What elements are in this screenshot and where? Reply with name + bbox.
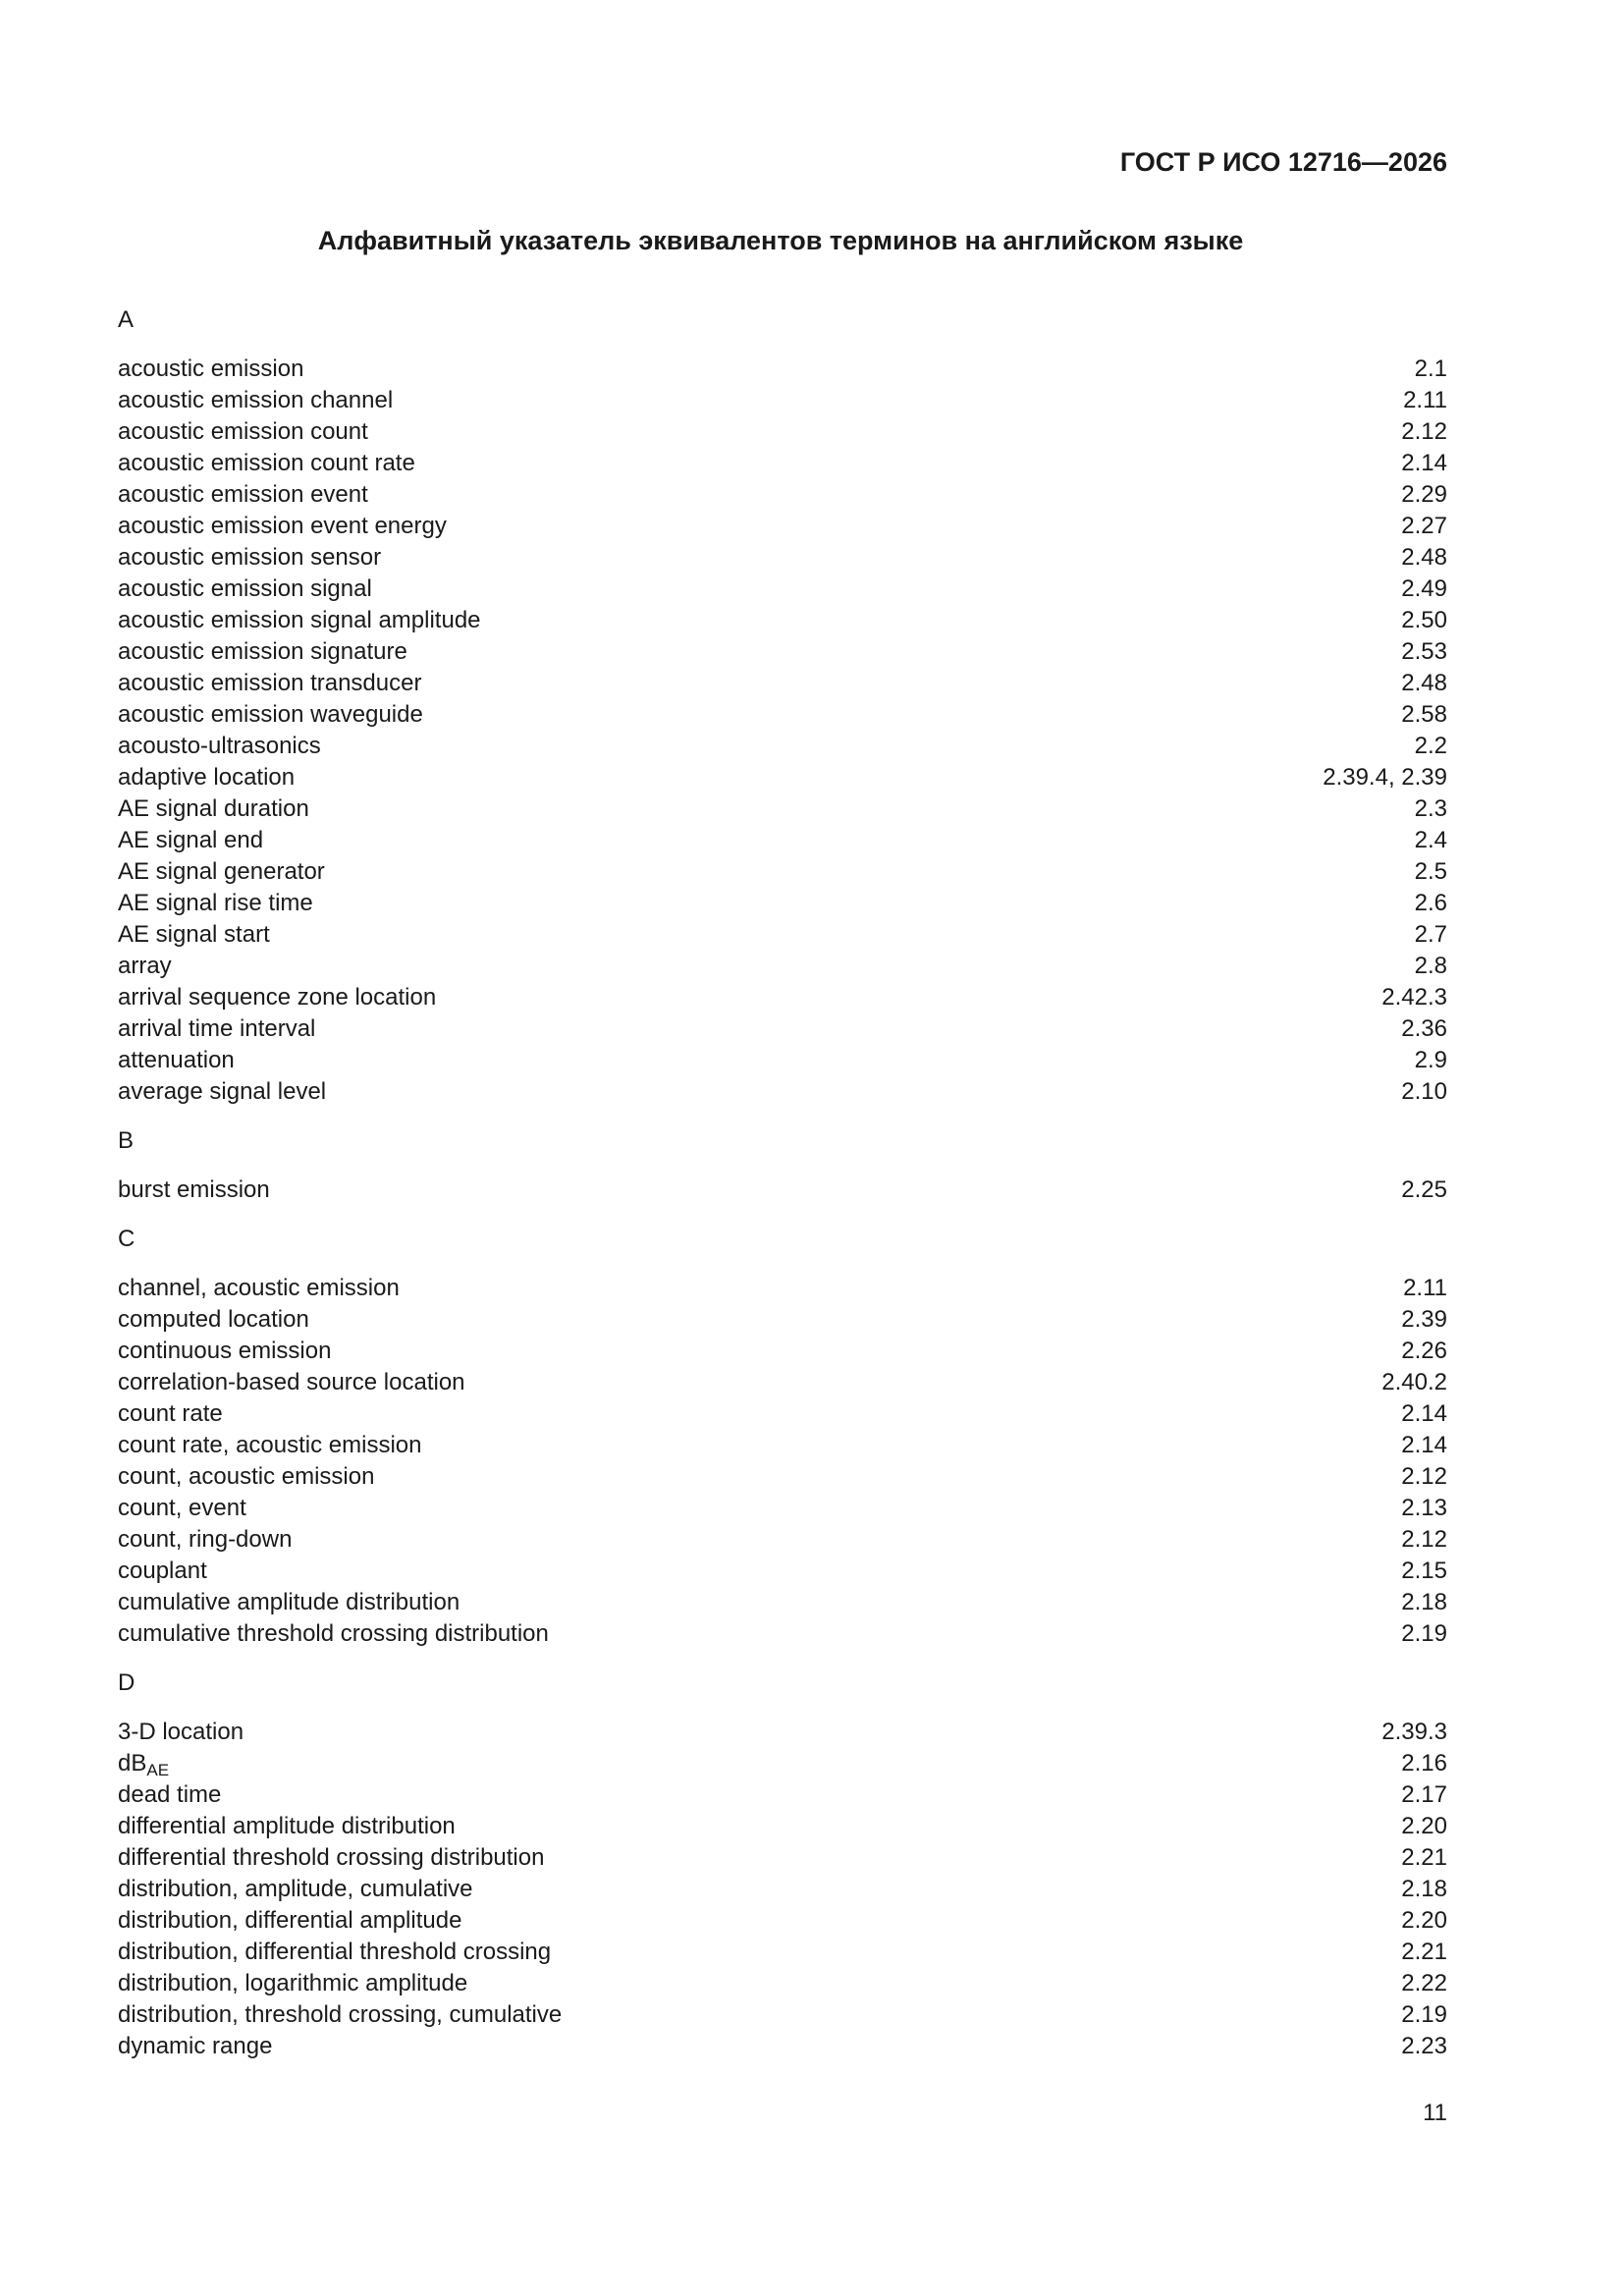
page-number: 11 (1423, 2100, 1447, 2126)
index-title: Алфавитный указатель эквивалентов терминов на английском языке (317, 226, 1244, 255)
entry-term-subscript: AE (146, 1761, 170, 1779)
entry-reference: 2.14 (1401, 1400, 1447, 1427)
entry-term-text: acoustic emission event (118, 481, 368, 508)
entry-term (118, 825, 263, 856)
entry-term (118, 1175, 270, 1206)
index-section (118, 1667, 1447, 2062)
entry-term-text: 3-D location (118, 1719, 244, 1745)
entry-reference: 2.14 (1401, 450, 1447, 476)
entry-reference: 2.4 (1414, 827, 1447, 853)
entry-term-text: distribution, amplitude, cumulative (118, 1876, 473, 1902)
index-entry (118, 416, 1447, 448)
entry-term (118, 1968, 467, 1999)
entry-term (118, 511, 447, 542)
entry-term (118, 793, 309, 825)
entry-term (118, 699, 423, 731)
entry-term-text: distribution, threshold crossing, cumulative (118, 2001, 563, 2028)
entry-reference: 2.11 (1403, 1275, 1447, 1301)
entry-term-text: channel, acoustic emission (118, 1275, 400, 1301)
index-entry (118, 1874, 1447, 1905)
entry-reference: 2.27 (1401, 513, 1447, 539)
entry-term-text: differential threshold crossing distribution (118, 1844, 545, 1871)
entry-term-text: acoustic emission waveguide (118, 701, 423, 728)
entry-term (118, 1493, 246, 1524)
entry-term (118, 385, 393, 416)
index-entry (118, 1779, 1447, 1811)
index-entry (118, 1430, 1447, 1461)
entry-reference: 2.18 (1401, 1589, 1447, 1615)
entry-term (118, 479, 368, 511)
entry-term-text: continuous emission (118, 1338, 332, 1364)
entry-term-text: count rate (118, 1400, 223, 1427)
index-entry (118, 1748, 1447, 1779)
entry-term-text: computed location (118, 1306, 309, 1333)
index-entry (118, 636, 1447, 668)
entry-reference: 2.22 (1401, 1970, 1447, 1996)
entry-term-text: distribution, logarithmic amplitude (118, 1970, 468, 1996)
entry-term (118, 1524, 292, 1556)
index-entry (118, 1811, 1447, 1842)
entry-term (118, 762, 295, 793)
index-entry (118, 1304, 1447, 1336)
index-entry (118, 1999, 1447, 2031)
entry-reference: 2.29 (1401, 481, 1447, 508)
entry-reference: 2.50 (1401, 607, 1447, 633)
entry-term (118, 574, 372, 605)
index-section (118, 1125, 1447, 1206)
entry-reference: 2.13 (1401, 1495, 1447, 1521)
entry-term-text: acousto-ultrasonics (118, 733, 321, 759)
index-entry (118, 1461, 1447, 1493)
section-letter: B (118, 1127, 135, 1154)
entry-term (118, 1587, 460, 1618)
entry-term (118, 448, 415, 479)
entry-reference: 2.39.4, 2.39 (1323, 764, 1447, 791)
entry-reference: 2.1 (1414, 355, 1447, 382)
entry-term (118, 1076, 326, 1108)
index-entry (118, 354, 1447, 385)
index-entry (118, 1076, 1447, 1108)
index-entry (118, 1336, 1447, 1367)
entry-term (118, 1618, 549, 1650)
entry-term-text: distribution, differential threshold crossing (118, 1939, 552, 1965)
entry-reference: 2.19 (1401, 2001, 1447, 2028)
entry-reference: 2.17 (1401, 1781, 1447, 1808)
entry-term (118, 1842, 544, 1874)
entry-term-text: count, acoustic emission (118, 1463, 375, 1490)
entry-term (118, 1013, 315, 1045)
index-entry (118, 1045, 1447, 1076)
index-entry (118, 1524, 1447, 1556)
index-entry (118, 1493, 1447, 1524)
entry-reference: 2.23 (1401, 2033, 1447, 2059)
index-entry (118, 1905, 1447, 1937)
entry-term-text: acoustic emission signal (118, 575, 372, 602)
entry-term (118, 2031, 272, 2062)
index-entry (118, 385, 1447, 416)
entry-reference: 2.39.3 (1381, 1719, 1447, 1745)
entry-term-text: acoustic emission signature (118, 638, 407, 665)
entry-term-text: count rate, acoustic emission (118, 1432, 422, 1458)
entry-term-text: dead time (118, 1781, 222, 1808)
entry-reference: 2.19 (1401, 1620, 1447, 1647)
entry-term (118, 668, 421, 699)
index-entry (118, 479, 1447, 511)
index-entry (118, 1937, 1447, 1968)
entry-reference: 2.18 (1401, 1876, 1447, 1902)
entry-term-text: correlation-based source location (118, 1369, 465, 1395)
entry-term-text: dynamic range (118, 2033, 273, 2059)
entry-reference: 2.12 (1401, 1526, 1447, 1553)
entry-term-text: AE signal start (118, 921, 270, 948)
entry-reference: 2.15 (1401, 1558, 1447, 1584)
entry-reference: 2.9 (1414, 1047, 1447, 1073)
entry-reference: 2.48 (1401, 670, 1447, 696)
entry-term (118, 1304, 309, 1336)
entry-term (118, 416, 368, 448)
entry-reference: 2.53 (1401, 638, 1447, 665)
entry-term (118, 542, 381, 574)
index-entry (118, 1556, 1447, 1587)
entry-term (118, 1556, 207, 1587)
index-entry (118, 919, 1447, 951)
entry-term-text: count, event (118, 1495, 246, 1521)
entry-term-text: attenuation (118, 1047, 235, 1073)
entry-term-text: acoustic emission channel (118, 387, 394, 413)
entry-reference: 2.20 (1401, 1907, 1447, 1934)
index-entry (118, 762, 1447, 793)
entry-reference: 2.58 (1401, 701, 1447, 728)
index-entry (118, 825, 1447, 856)
index-entry (118, 448, 1447, 479)
entry-reference: 2.6 (1414, 890, 1447, 916)
entry-term (118, 1336, 331, 1367)
index-entry (118, 2031, 1447, 2062)
entry-reference: 2.25 (1401, 1176, 1447, 1203)
entry-reference: 2.20 (1401, 1813, 1447, 1839)
entry-term (118, 1937, 551, 1968)
entry-term (118, 1779, 221, 1811)
entry-term-text: acoustic emission transducer (118, 670, 422, 696)
entry-term-text: couplant (118, 1558, 207, 1584)
entry-term-text: cumulative amplitude distribution (118, 1589, 460, 1615)
entry-reference: 2.26 (1401, 1338, 1447, 1364)
entry-term-text: AE signal duration (118, 795, 309, 822)
section-letter: C (118, 1226, 135, 1252)
entry-reference: 2.11 (1403, 387, 1447, 413)
entry-term-text: acoustic emission count (118, 418, 368, 445)
entry-term (118, 354, 303, 385)
index-entry (118, 668, 1447, 699)
entry-reference: 2.48 (1401, 544, 1447, 571)
index-entry (118, 1013, 1447, 1045)
entry-reference: 2.36 (1401, 1015, 1447, 1042)
index-entry (118, 1968, 1447, 1999)
entry-term (118, 1717, 243, 1748)
document-code: ГОСТ Р ИСО 12716—2026 (1119, 147, 1447, 177)
index-entry (118, 951, 1447, 982)
index-entry (118, 1618, 1447, 1650)
index-entry (118, 1717, 1447, 1748)
entry-term-text: differential amplitude distribution (118, 1813, 456, 1839)
entry-reference: 2.12 (1401, 418, 1447, 445)
entry-term (118, 1748, 169, 1779)
index-entry (118, 605, 1447, 636)
entry-term (118, 919, 270, 951)
entry-reference: 2.7 (1414, 921, 1447, 948)
entry-term-text: AE signal rise time (118, 890, 313, 916)
entry-reference: 2.49 (1401, 575, 1447, 602)
entry-term (118, 888, 313, 919)
entry-term (118, 731, 321, 762)
entry-term (118, 1999, 562, 2031)
index-entry (118, 1587, 1447, 1618)
entry-reference: 2.39 (1401, 1306, 1447, 1333)
index-entry (118, 793, 1447, 825)
index-entry (118, 574, 1447, 605)
entry-term (118, 605, 481, 636)
index-entry (118, 699, 1447, 731)
entry-term-text: array (118, 953, 172, 979)
index-entry (118, 1367, 1447, 1398)
section-letter: D (118, 1669, 135, 1696)
index-entry (118, 982, 1447, 1013)
entry-term (118, 982, 436, 1013)
entry-reference: 2.16 (1401, 1750, 1447, 1777)
entry-term (118, 1367, 465, 1398)
entry-reference: 2.8 (1414, 953, 1447, 979)
entry-term (118, 636, 407, 668)
entry-reference: 2.12 (1401, 1463, 1447, 1490)
entry-reference: 2.21 (1401, 1939, 1447, 1965)
entry-term (118, 1398, 223, 1430)
entry-reference: 2.21 (1401, 1844, 1447, 1871)
entry-term-text: acoustic emission event energy (118, 513, 447, 539)
entry-reference: 2.42.3 (1381, 984, 1447, 1011)
entry-reference: 2.5 (1414, 858, 1447, 885)
entry-reference: 2.14 (1401, 1432, 1447, 1458)
entry-term-text: burst emission (118, 1176, 270, 1203)
entry-term-text: acoustic emission count rate (118, 450, 415, 476)
entry-term-text: average signal level (118, 1078, 327, 1105)
index-entry (118, 888, 1447, 919)
entry-term (118, 856, 325, 888)
index-entry (118, 542, 1447, 574)
entry-term-text: cumulative threshold crossing distribution (118, 1620, 549, 1647)
entry-reference: 2.40.2 (1381, 1369, 1447, 1395)
entry-term-text: acoustic emission (118, 355, 304, 382)
entry-term-text: distribution, differential amplitude (118, 1907, 462, 1934)
entry-term (118, 1461, 374, 1493)
entry-term (118, 1905, 461, 1937)
entry-term-text: AE signal generator (118, 858, 325, 885)
index-section (118, 1224, 1447, 1650)
entry-term (118, 1811, 456, 1842)
section-letter: A (118, 306, 135, 333)
entry-term-text: count, ring-down (118, 1526, 293, 1553)
entry-term-text: AE signal end (118, 827, 264, 853)
index-entry (118, 1842, 1447, 1874)
entry-term (118, 951, 172, 982)
term-index (118, 304, 1447, 2062)
index-entry (118, 1175, 1447, 1206)
entry-reference: 2.3 (1414, 795, 1447, 822)
entry-term-text: acoustic emission sensor (118, 544, 382, 571)
entry-term-text: acoustic emission signal amplitude (118, 607, 481, 633)
entry-term (118, 1045, 235, 1076)
entry-reference: 2.10 (1401, 1078, 1447, 1105)
index-entry (118, 731, 1447, 762)
index-entry (118, 1273, 1447, 1304)
entry-term-text: dB (118, 1750, 147, 1777)
entry-term-text: arrival sequence zone location (118, 984, 437, 1011)
entry-term-text: adaptive location (118, 764, 296, 791)
entry-term (118, 1430, 421, 1461)
index-entry (118, 856, 1447, 888)
entry-term (118, 1874, 473, 1905)
entry-term (118, 1273, 400, 1304)
index-section (118, 304, 1447, 1108)
index-entry (118, 511, 1447, 542)
entry-term-text: arrival time interval (118, 1015, 316, 1042)
index-entry (118, 1398, 1447, 1430)
entry-reference: 2.2 (1414, 733, 1447, 759)
